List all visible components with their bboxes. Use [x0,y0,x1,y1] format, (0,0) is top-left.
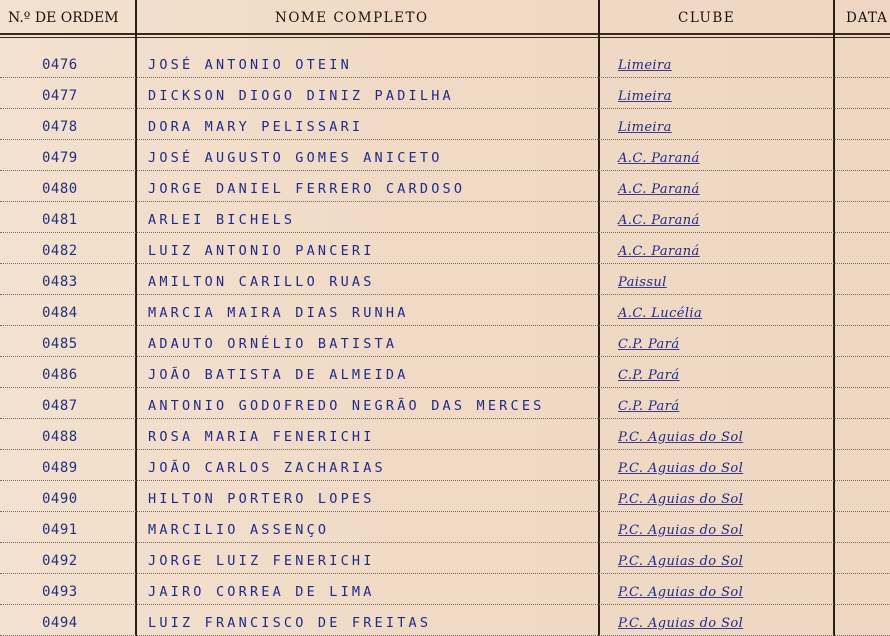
entry-name: LUIZ ANTONIO PANCERI [148,243,375,259]
entry-name: ANTONIO GODOFREDO NEGRÃO DAS MERCES [148,398,545,414]
entry-name: LUIZ FRANCISCO DE FREITAS [148,615,432,631]
table-row [0,109,890,139]
table-row [0,450,890,480]
entry-name: AMILTON CARILLO RUAS [148,274,375,290]
entry-name: JOSÉ AUGUSTO GOMES ANICETO [148,150,443,166]
entry-number: 0483 [42,274,78,290]
entry-club: C.P. Pará [618,368,680,383]
entry-number: 0488 [42,429,78,445]
entry-number: 0487 [42,398,78,414]
table-row [0,481,890,511]
entry-name: JAIRO CORREA DE LIMA [148,584,375,600]
table-row [0,357,890,387]
entry-name: ROSA MARIA FENERICHI [148,429,375,445]
header-clube: CLUBE [678,10,736,26]
entry-name: DORA MARY PELISSARI [148,119,364,135]
entry-club: A.C. Lucélia [618,306,703,321]
entry-number: 0493 [42,584,78,600]
entry-club: P.C. Aguias do Sol [618,492,744,507]
entry-number: 0476 [42,57,78,73]
entry-club: A.C. Paraná [618,213,700,228]
table-row [0,326,890,356]
table-row [0,47,890,77]
table-row [0,419,890,449]
entry-name: HILTON PORTERO LOPES [148,491,375,507]
table-row [0,295,890,325]
entry-number: 0478 [42,119,78,135]
entry-number: 0482 [42,243,78,259]
table-row [0,140,890,170]
entry-club: C.P. Pará [618,337,680,352]
header-data: DATA [846,10,888,26]
entry-name: JORGE DANIEL FERRERO CARDOSO [148,181,466,197]
table-row [0,202,890,232]
header-ordem: N.º DE ORDEM [8,10,119,26]
entry-club: P.C. Aguias do Sol [618,616,744,631]
header-divider [0,33,890,35]
entry-club: P.C. Aguias do Sol [618,461,744,476]
entry-club: C.P. Pará [618,399,680,414]
entry-club: A.C. Paraná [618,244,700,259]
entry-name: DICKSON DIOGO DINIZ PADILHA [148,88,454,104]
table-row [0,264,890,294]
entry-name: ARLEI BICHELS [148,212,296,228]
entry-number: 0484 [42,305,78,321]
table-row [0,574,890,604]
entry-number: 0481 [42,212,78,228]
entry-name: JOSÉ ANTONIO OTEIN [148,57,352,73]
entry-club: Limeira [618,89,672,104]
entry-club: P.C. Aguias do Sol [618,585,744,600]
table-row [0,171,890,201]
entry-club: Paissul [618,275,667,290]
entry-name: JORGE LUIZ FENERICHI [148,553,375,569]
entry-number: 0486 [42,367,78,383]
entry-club: A.C. Paraná [618,182,700,197]
entry-name: MARCIA MAIRA DIAS RUNHA [148,305,409,321]
table-row [0,512,890,542]
entry-number: 0489 [42,460,78,476]
entry-number: 0492 [42,553,78,569]
header-nome-completo: NOME COMPLETO [275,10,429,26]
entry-club: P.C. Aguias do Sol [618,430,744,445]
entry-name: MARCILIO ASSENÇO [148,522,330,538]
entry-number: 0494 [42,615,78,631]
entry-number: 0485 [42,336,78,352]
table-row [0,78,890,108]
table-row [0,233,890,263]
entry-name: JOÃO BATISTA DE ALMEIDA [148,367,409,383]
entry-number: 0491 [42,522,78,538]
header-divider-thin [0,37,890,38]
entry-club: Limeira [618,120,672,135]
table-row [0,543,890,573]
table-row [0,388,890,418]
entry-club: Limeira [618,58,672,73]
entry-club: P.C. Aguias do Sol [618,554,744,569]
entry-number: 0490 [42,491,78,507]
entry-club: A.C. Paraná [618,151,700,166]
entry-number: 0477 [42,88,78,104]
entry-name: ADAUTO ORNÉLIO BATISTA [148,336,398,352]
entry-club: P.C. Aguias do Sol [618,523,744,538]
entry-number: 0479 [42,150,78,166]
table-row [0,605,890,635]
entry-name: JOÃO CARLOS ZACHARIAS [148,460,386,476]
entry-number: 0480 [42,181,78,197]
